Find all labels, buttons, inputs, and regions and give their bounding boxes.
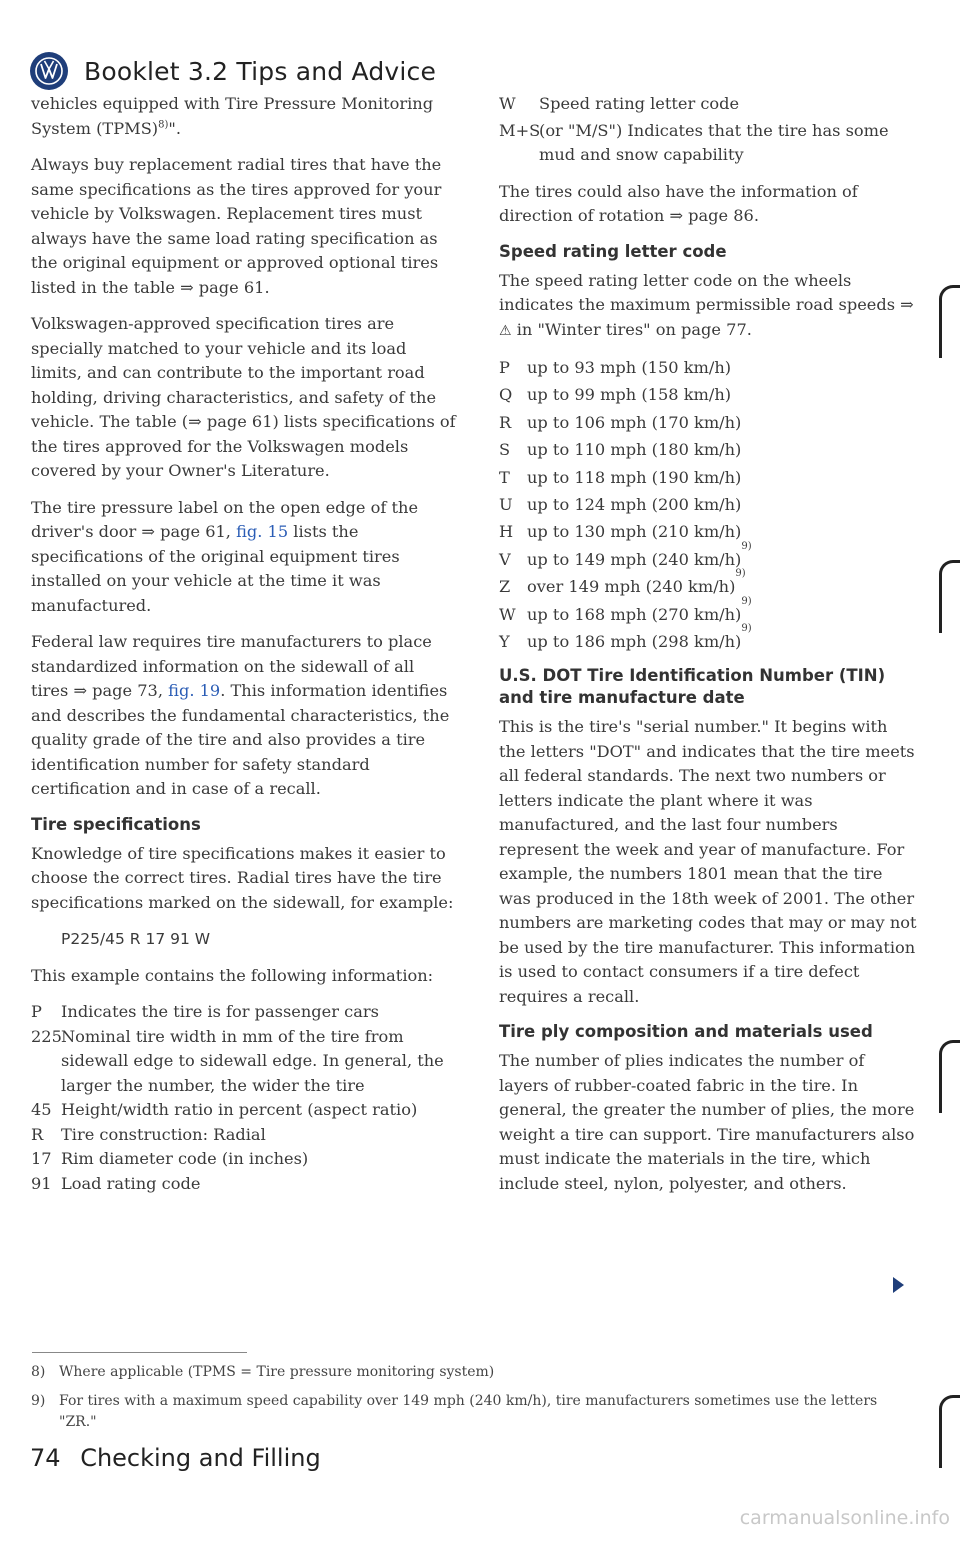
- page-edge-mark: [939, 285, 960, 358]
- paragraph: Always buy replacement radial tires that have the same specifications as the tires approved for your vehicle by Volkswagen. Replacement tires must always have the same load rating specification as the original equipment or approved optional tires listed in the table ⇒ page 61.: [31, 155, 442, 297]
- list-item: W up to 168 mph (270 km/h) 9): [499, 602, 917, 628]
- list-item: R Tire construction: Radial: [31, 1124, 266, 1144]
- footnote-ref[interactable]: 9): [735, 568, 746, 580]
- section-name: Checking and Filling: [80, 1444, 321, 1472]
- list-item: M+S (or "M/S") Indicates that the tire has some mud and snow capability: [499, 120, 889, 164]
- list-item: R up to 106 mph (170 km/h): [499, 412, 742, 432]
- footnote-divider: [32, 1352, 247, 1353]
- figure-link[interactable]: fig. 15: [236, 522, 289, 541]
- paragraph: The tires could also have the information of direction of rotation ⇒ page 86.: [499, 181, 858, 225]
- page-number: 74: [30, 1444, 61, 1472]
- list-item: 225 Nominal tire width in mm of the tire from sidewall edge to sidewall edge. In general, the larger the number, the wider the tire: [31, 1026, 444, 1095]
- footnote-ref[interactable]: 9): [741, 540, 752, 552]
- page-edge-mark: [939, 560, 960, 633]
- page-edge-mark: [939, 1395, 960, 1468]
- paragraph: vehicles equipped with Tire Pressure Monitoring System (TPMS)$^{8)}$".: [31, 94, 434, 138]
- paragraph: Federal law requires tire manufacturers to place standardized information on the sidewall of all tires ⇒ page 73, fig. 19. This information identifies and describes the fundamental characteristics, the quality grade of the tire and also provides a tire identification number for safety standard certification and in case of a recall.: [31, 632, 450, 798]
- list-item: T up to 118 mph (190 km/h): [499, 467, 742, 487]
- continue-arrow-icon[interactable]: [893, 1277, 904, 1293]
- footnote-ref[interactable]: 8): [158, 119, 169, 131]
- speed-list: [499, 355, 917, 655]
- list-item: H up to 130 mph (210 km/h): [499, 522, 742, 542]
- section-heading: Speed rating letter code: [499, 241, 727, 261]
- list-item: U up to 124 mph (200 km/h): [499, 495, 742, 515]
- paragraph: The tire pressure label on the open edge of the driver's door ⇒ page 61, fig. 15 lists the specifications of the original equipment tires installed on your vehicle at the time it was manufactured.: [31, 497, 419, 615]
- footnotes: [31, 1362, 911, 1441]
- left-column: [31, 92, 456, 1196]
- section-heading: Tire specifications: [31, 814, 201, 834]
- list-item: P Indicates the tire is for passenger cars: [31, 1002, 379, 1021]
- list-item: 45 Height/width ratio in percent (aspect ratio): [31, 1100, 418, 1119]
- paragraph: The number of plies indicates the number of layers of rubber-coated fabric in the tire. In general, the greater the number of plies, the more weight a tire can support. Tire manufacturers also must indicate the materials in the tire, which include steel, nylon, polyester, and others.: [499, 1051, 915, 1193]
- page-title: Booklet 3.2 Tips and Advice: [84, 56, 437, 86]
- footnote-ref[interactable]: 9): [741, 623, 752, 635]
- paragraph: This example contains the following information:: [31, 965, 434, 985]
- figure-link[interactable]: fig. 19: [168, 681, 221, 700]
- footnote: 8) Where applicable (TPMS = Tire pressure monitoring system): [31, 1364, 495, 1380]
- list-item: Y up to 186 mph (298 km/h) 9): [499, 629, 917, 655]
- vw-logo-icon: [30, 52, 68, 90]
- right-column: [499, 92, 917, 1208]
- list-item: W Speed rating letter code: [499, 94, 740, 113]
- list-item: P up to 93 mph (150 km/h): [499, 358, 732, 377]
- list-item: 91 Load rating code: [31, 1173, 201, 1193]
- page-footer: [30, 1444, 321, 1472]
- paragraph: Knowledge of tire specifications makes it easier to choose the correct tires. Radial tires have the tire specifications marked on the sidewall, for example:: [31, 843, 454, 912]
- paragraph: Volkswagen-approved specification tires are specially matched to your vehicle and its load limits, and can contribute to the important road holding, driving characteristics, and safety of the vehicle. The table (⇒ page 61) lists specifications of the tires approved for the Volkswagen models covered by your Owner's Literature.: [31, 314, 456, 480]
- footnote-ref[interactable]: 9): [741, 595, 752, 607]
- footnote: 9) For tires with a maximum speed capability over 149 mph (240 km/h), tire manufacturers sometimes use the letters "ZR.": [31, 1393, 878, 1430]
- list-item: S up to 110 mph (180 km/h): [499, 440, 742, 460]
- list-item: Q up to 99 mph (158 km/h): [499, 385, 732, 405]
- paragraph: The speed rating letter code on the wheels indicates the maximum permissible road speeds ⇒ ⚠ in "Winter tires" on page 77.: [499, 270, 914, 339]
- watermark: carmanualsonline.info: [739, 1507, 950, 1529]
- spec-list: [31, 1000, 456, 1196]
- list-item: V up to 149 mph (240 km/h) 9): [499, 547, 917, 573]
- tire-example: P225/45 R 17 91 W: [61, 930, 211, 948]
- page-edge-mark: [939, 1040, 960, 1113]
- paragraph: This is the tire's "serial number." It begins with the letters "DOT" and indicates that the tire meets all federal standards. The next two numbers or letters indicate the plant where it was manufactured, and the last four numbers represent the week and year of manufacture. For example, the numbers 1801 mean that the tire was produced in the 18th week of 2001. The other numbers are marketing codes that may or may not be used by the tire manufacturer. This information is used to contact consumers if a tire defect requires a recall.: [499, 717, 917, 1006]
- list-item: Z over 149 mph (240 km/h) 9): [499, 574, 917, 600]
- section-heading: U.S. DOT Tire Identification Number (TIN) and tire manufacture date: [499, 666, 886, 708]
- warning-icon[interactable]: ⚠: [499, 322, 512, 339]
- list-item: 17 Rim diameter code (in inches): [31, 1149, 309, 1168]
- section-heading: Tire ply composition and materials used: [499, 1022, 873, 1042]
- page-header: [30, 52, 436, 90]
